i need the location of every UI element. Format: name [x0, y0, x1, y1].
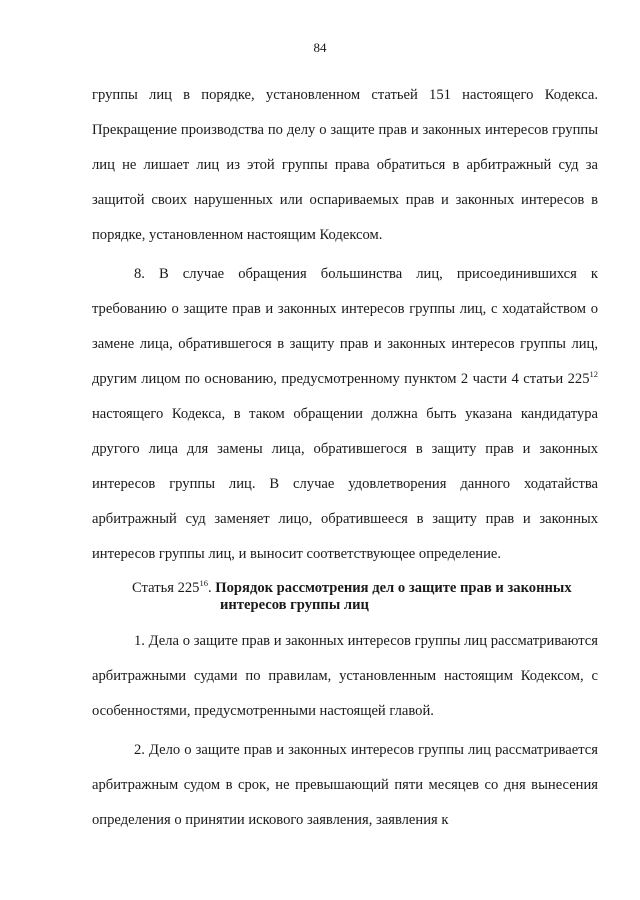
page-number: 84: [313, 40, 327, 55]
article-heading: Статья $225^{16}$. Порядок рассмотрения дел о защите прав и законных интересов группы лиц: [92, 580, 598, 614]
paragraph-8-text-b: настоящего Кодекса, в таком обращении должна быть указана кандидатура другого лица для замены лица, обратившегося в защиту прав и законных интересов группы лиц. В случае удовлетворения данного ходатайства арбитражный суд заменяет лицо, обратившееся в защиту прав и законных интересов группы лиц, и выносит соответствующее определение.: [92, 406, 598, 562]
article-title-line-1: Порядок рассмотрения дел о защите прав и законных: [215, 580, 572, 596]
paragraph-2: 2. Дело о защите прав и законных интересов группы лиц рассматривается арбитражным судом в срок, не превышающий пяти месяцев со дня вынесения определения о принятии искового заявления, заявления к: [92, 742, 598, 828]
article-title-line-2: интересов группы лиц: [220, 597, 369, 613]
article-label: Статья 225: [132, 580, 200, 596]
paragraph-1: 1. Дела о защите прав и законных интересов группы лиц рассматриваются арбитражными судами по правилам, установленным настоящим Кодексом, с особенностями, предусмотренными настоящей главой.: [92, 633, 598, 719]
document-body: [92, 78, 598, 838]
paragraph-8: [92, 257, 598, 572]
paragraph-continuation: группы лиц в порядке, установленном статьей 151 настоящего Кодекса. Прекращение производства по делу о защите прав и законных интересов группы лиц не лишает лиц из этой группы права обратиться в арбитражный суд за защитой своих нарушенных или оспариваемых прав и законных интересов в порядке, установленном настоящим Кодексом.: [92, 87, 598, 243]
paragraph-8-text-a: 8. В случае обращения большинства лиц, присоединившихся к требованию о защите прав и законных интересов группы лиц, с ходатайством о замене лица, обратившегося в защиту прав и законных интересов группы лиц, другим лицом по основанию, предусмотренному пунктом 2 части 4 статьи 225: [92, 266, 598, 387]
article-superscript: 16: [199, 578, 208, 588]
paragraph-8-superscript: 12: [589, 369, 598, 379]
